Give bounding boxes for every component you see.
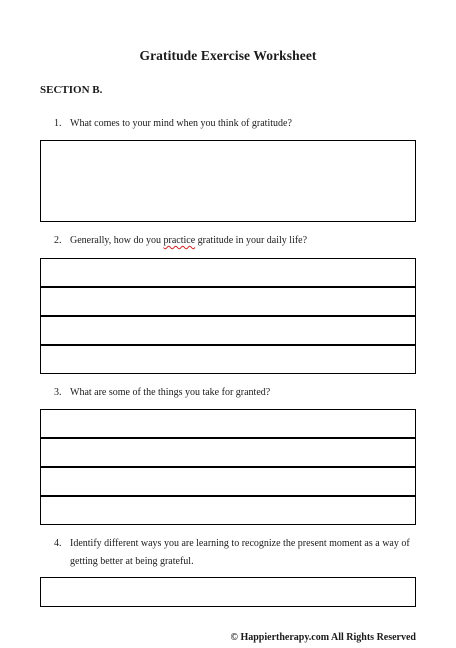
- answer-box-1[interactable]: [40, 140, 416, 222]
- question-number: 3.: [54, 387, 62, 398]
- answer-line-2a[interactable]: [40, 258, 416, 287]
- question-4: [54, 535, 420, 571]
- answer-box-4[interactable]: [40, 577, 416, 607]
- question-text: What comes to your mind when you think of gratitude?: [70, 118, 292, 129]
- copyright-footer: © Happiertherapy.com All Rights Reserved: [230, 632, 416, 643]
- section-heading: SECTION B.: [40, 84, 103, 96]
- answer-line-2b[interactable]: [40, 287, 416, 316]
- answer-line-3d[interactable]: [40, 496, 416, 525]
- question-3: [54, 384, 420, 402]
- question-text: Identify different ways you are learning to recognize the present moment as a way of getting better at being grateful.: [70, 538, 410, 567]
- question-text: What are some of the things you take for granted?: [70, 387, 271, 398]
- question-text: [54, 232, 420, 250]
- question-number: 1.: [54, 118, 62, 129]
- answer-line-2c[interactable]: [40, 316, 416, 345]
- question-1: [54, 115, 420, 133]
- worksheet-title: Gratitude Exercise Worksheet: [139, 48, 317, 63]
- spellcheck-marked-word: practice: [163, 235, 196, 246]
- question-text-part: gratitude in your daily life?: [195, 235, 308, 246]
- answer-line-2d[interactable]: [40, 345, 416, 374]
- question-number: 2.: [54, 235, 62, 246]
- question-2: [54, 232, 420, 250]
- answer-line-3b[interactable]: [40, 438, 416, 467]
- question-text-part: Generally, how do you: [70, 235, 164, 246]
- answer-line-3c[interactable]: [40, 467, 416, 496]
- answer-line-3a[interactable]: [40, 409, 416, 438]
- question-number: 4.: [54, 538, 62, 549]
